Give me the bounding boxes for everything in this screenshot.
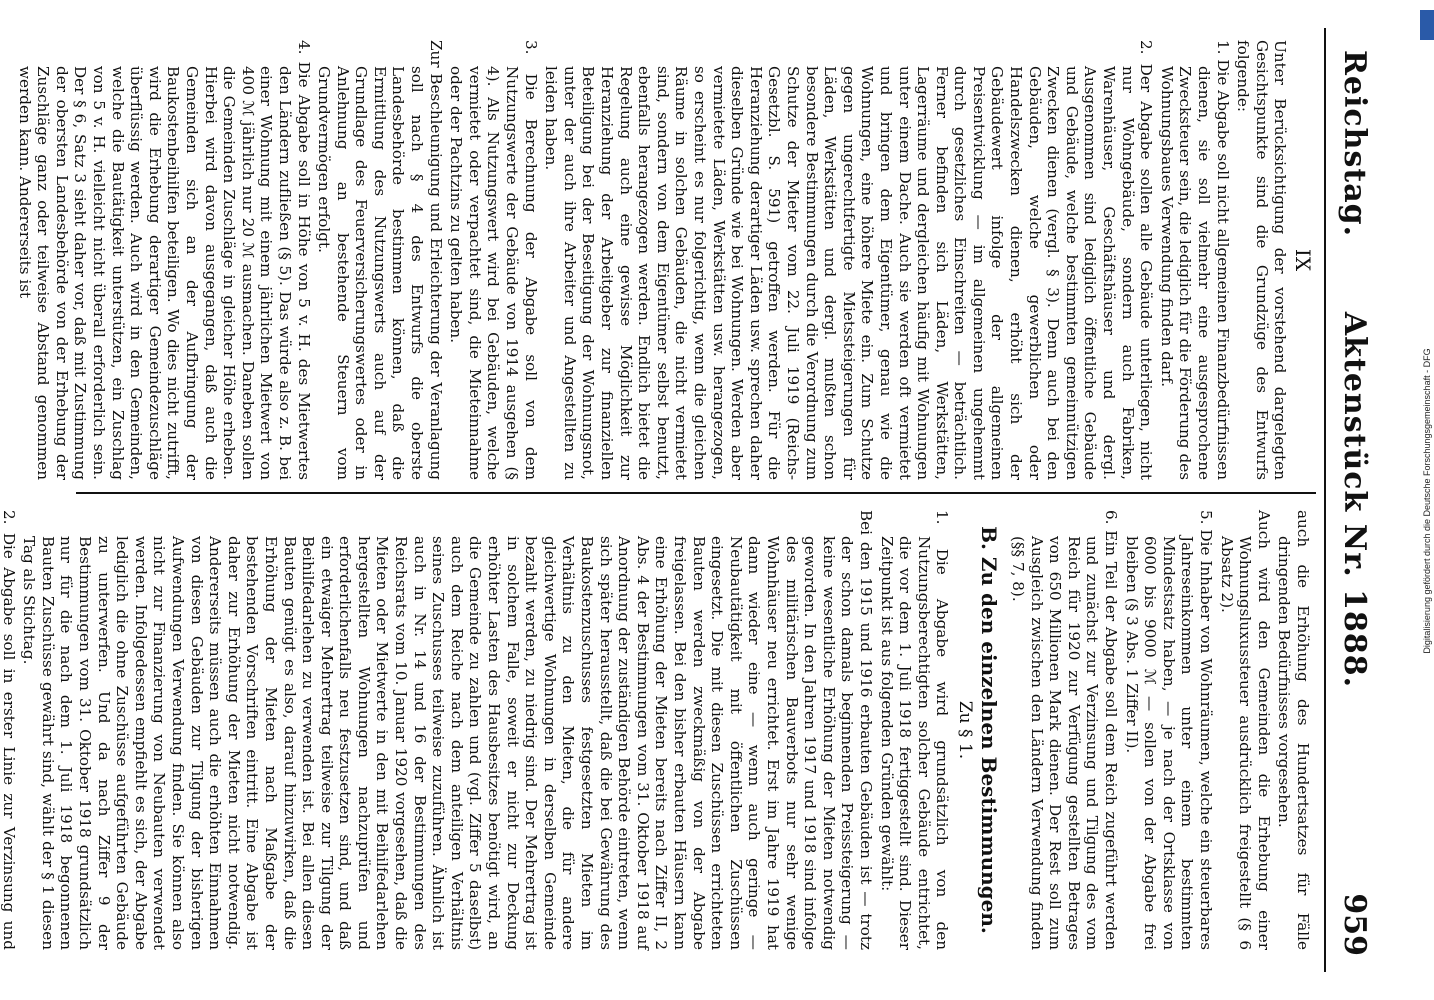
column-separator <box>76 492 1316 494</box>
header-left: Reichstag. <box>1337 50 1372 238</box>
header-title: Aktenstück Nr. 1888. <box>1337 311 1372 689</box>
section-number: IX <box>1291 248 1315 272</box>
header-rule <box>1324 28 1326 972</box>
page-number: 959 <box>1337 893 1372 956</box>
list-item: 2. Der Abgabe sollen alle Gebäude unterliegen, nicht nur Wohngebäude, sondern auch Fabriken, Warenhäuser, Geschäftshäuser und dergl. Ausgenommen sind lediglich öffentliche Gebäude und Gebäude, welche bestimmten gemeinnützigen Zwecken dienen (vergl. § 3). Denn auch bei den Gebäuden, welche gewerblichen oder Handelszwecken dienen, erhöht sich der Gebäudewert infolge der allgemeinen Preisentwicklung — im allgemeinen ungehemmt durch gesetzliches Einschreiten — beträchtlich. Ferner befinden sich Läden, Werkstätten, Lagerräume und dergleichen häufig mit Wohnungen unter einem Dache. Auch sie werden oft vermietet und bringen dem Eigentümer, genau wie die Wohnungen, eine höhere Miete ein. Zum Schutze gegen ungerechtfertigte Mietssteigerungen für Läden, Werkstätten und dergl. mußten schon besondere Bestimmungen durch die Verordnung zum Schutze der Mieter vom 22. Juli 1919 (Reichs-Gesetzbl. S. 591) getroffen werden. Für die Heranziehung derartiger Läden usw. sprechen daher dieselben Gründe wie bei Wohnungen. Werden aber vermietete Läden, Werkstätten usw. herangezogen, so erscheint es nur folgerichtig, wenn die gleichen Räume in solchen Gebäuden, die nicht vermietet sind, sondern von dem Eigentümer selbst benutzt, ebenfalls herangezogen werden. Endlich bietet die Regelung auch eine gewisse Möglichkeit zur Heranziehung der Arbeitgeber zur finanziellen Beteiligung bei der Beseitigung der Wohnungsnot, unter der auch ihre Arbeiter und Angestellten zu leiden haben. <box>542 40 1156 480</box>
left-column <box>13 40 1315 480</box>
list-item: auch die Erhöhung des Hundertsatzes für Fälle dringenden Bedürfnisses vorgesehen. <box>1275 510 1312 950</box>
list-item: Bei den 1915 und 1916 erbauten Gebäuden ist — trotz der schon damals beginnenden Preissteigerung — keine wesentliche Erhöhung der Mieten notwendig geworden. In den Jahren 1917 und 1918 sind infolge des militärischen Bauverbots nur sehr wenige Wohnhäuser neu errichtet. Erst im Jahre 1919 hat dann wieder eine — wenn auch geringe — Neubautätigkeit mit öffentlichen Zuschüssen eingesetzt. Die mit diesen Zuschüssen errichteten Bauten werden zweckmäßig von der Abgabe freigelassen. Bei den bisher erbauten Häusern kann eine Erhöhung der Mieten bereits nach Ziffer II, 2 Abs. 4 der Bestimmungen vom 31. Oktober 1918 auf Anordnung der zuständigen Behörde eintreten, wenn sich später herausstellt, daß die bei Gewährung des Baukostenzuschusses festgesetzten Mieten im Verhältnis zu den Mieten, die für andere gleichwertige Wohnungen in derselben Gemeinde bezahlt werden, zu niedrig sind. Der Mehrertrag ist in solchem Falle, soweit er nicht zur Deckung erhöhter Lasten des Hausbesitzes benötigt wird, an die Gemeinde zu zahlen und (vgl. Ziffer 5 daselbst) auch dem Reiche nach dem anteiligen Verhältnis seines Zuschusses teilweise zuzuführen. Ähnlich ist auch in Nr. 14 und 16 der Bestimmungen des Reichsrats vom 10. Januar 1920 vorgesehen, daß die Mieten oder Mietwerte in den mit Beihilfedarlehen hergestellten Wohnungen nachzuprüfen und erforderlichenfalls neu festzusetzen sind, und daß ein etwaiger Mehrertrag teilweise zur Tilgung der Beihilfedarlehen zu verwenden ist. Bei allen diesen Bauten genügt es also, darauf hinzuwirken, daß die Erhöhung der Mieten nach Maßgabe der bestehenden Vorschriften eintritt. Eine Abgabe ist daher zur Erhöhung der Mieten nicht notwendig. Andererseits müssen auch die erhöhten Einnahmen von diesen Gebäuden zur Tilgung der bisherigen Aufwendungen Verwendung finden. Sie können also nicht zur Finanzierung von Neubauten verwendet werden. Infolgedessen empfiehlt es sich, der Abgabe lediglich die ohne Zuschüsse aufgeführten Gebäude zu unterwerfen. Und da nach Ziffer 9 der Bestimmungen vom 31. Oktober 1918 grundsätzlich nur für die nach dem 1. Juli 1918 begonnenen Bauten Zuschüsse gewährt sind, wählt der § 1 diesen Tag als Stichtag. <box>20 510 875 950</box>
list-item: 1. Die Abgabe wird grundsätzlich von den Nutzungsberechtigten solcher Gebäude entrichtet, die vor dem 1. Juli 1918 fertiggestellt sind. Dieser Zeitpunkt ist aus folgenden Gründen gewählt: <box>877 510 952 950</box>
list-item: Auch wird den Gemeinden die Erhebung einer Wohnungsluxussteuer ausdrücklich freigestellt (§ 6 Absatz 2). <box>1217 510 1273 950</box>
list-item: 3. Die Berechnung der Abgabe soll von dem Nutzungswerte der Gebäude von 1914 ausgehen (§ 4). Als Nutzungswert wird bei Gebäuden, welche vermietet oder verpachtet sind, die Mieteinnahme oder der Pachtzins zu gelten haben. <box>447 40 540 480</box>
list-item: 2. Die Abgabe soll in erster Linie zur Verzinsung und <box>0 510 18 950</box>
intro-paragraph: Unter Berücksichtigung der vorstehend dargelegten Gesichtspunkte sind die Grundzüge des Entwurfs folgende: <box>1234 40 1290 480</box>
list-item: 4. Die Abgabe soll in Höhe von 5 v. H. des Mietwertes den Ländern zufließen (§ 5). Das würde also z. B. bei einer Wohnung mit einem jährlichen Mietwert von 400 ℳ jährlich nur 20 ℳ ausmachen. Daneben sollen die Gemeinden Zuschläge in gleicher Höhe erheben. Hierbei wird davon ausgegangen, daß auch die Gemeinden sich an der Aufbringung der Baukostenbeihilfen beteiligen. Wo dies nicht zutrifft, wird die Erhebung derartiger Gemeindezuschläge überflüssig werden. Auch wird in den Gemeinden, welche die Bautätigkeit unterstützen, ein Zuschlag von 5 v. H. vielleicht nicht überall erforderlich sein. Der § 6, Satz 3 sieht daher vor, daß mit Zustimmung der obersten Landesbehörde von der Erhebung der Zuschläge ganz oder teilweise Abstand genommen werden kann. Andererseits ist <box>15 40 313 480</box>
list-item: 5. Die Inhaber von Wohnräumen, welche ein steuerbares Jahreseinkommen unter einem bestimmten Mindestsatz haben, — je nach der Ortsklasse von 6000 bis 9000 ℳ — sollen von der Abgabe frei bleiben (§ 3 Abs. 1 Ziffer II). <box>1122 510 1216 950</box>
list-item: 6. Ein Teil der Abgabe soll dem Reich zugeführt werden und zunächst zur Verzinsung und Tilgung des vom Reich für 1920 zur Verfügung gestellten Betrages von 650 Millionen Mark dienen. Der Rest soll zum Ausgleich zwischen den Ländern Verwendung finden (§§ 7, 8). <box>1009 510 1121 950</box>
list-item: Zur Beschleunigung und Erleichterung der Veranlagung soll nach § 4 des Entwurfs die oberste Landesbehörde bestimmen können, daß die Ermittlung des Nutzungswerts auch auf der Grundlage des Feuerversicherungswertes oder in Anlehnung an bestehende Steuern vom Grundvermögen erfolgt. <box>315 40 445 480</box>
right-column <box>0 510 1312 950</box>
subsection-heading: Zu § 1. <box>954 700 975 760</box>
dfg-watermark <box>1420 6 1434 996</box>
running-header <box>1328 20 1382 980</box>
watermark-text: Digitalisierung gefördert durch die Deutsche Forschungsgemeinschaft - DFG <box>1422 348 1432 654</box>
list-item: 1. Die Abgabe soll nicht allgemeinen Finanzbedürfnissen dienen, sie soll vielmehr eine ausgesprochene Zwecksteuer sein, die lediglich für die Förderung des Wohnungsbaues Verwendung finden darf. <box>1157 40 1232 480</box>
dfg-logo-icon <box>1420 10 1434 40</box>
section-heading: B. Zu den einzelnen Bestimmungen. <box>977 526 1002 934</box>
document-page <box>0 20 1382 980</box>
